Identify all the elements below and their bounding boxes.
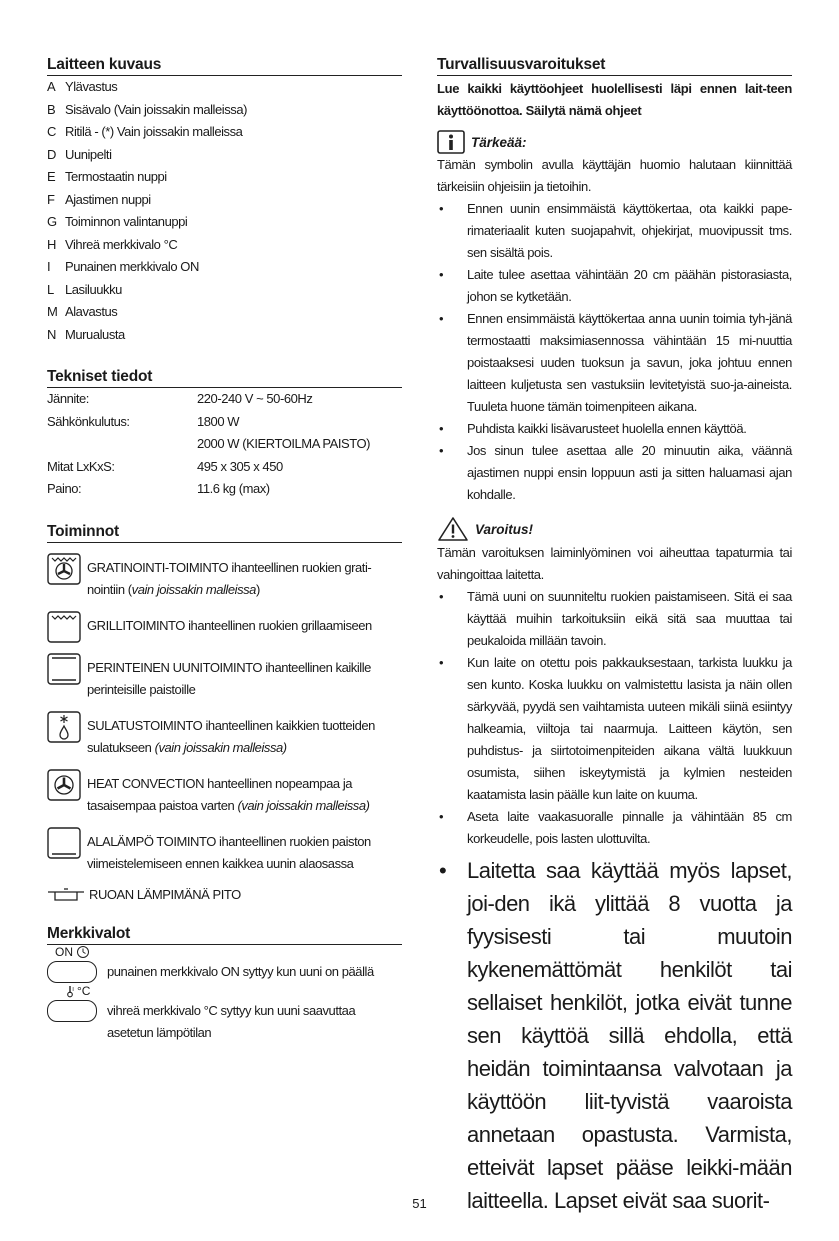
function-item — [47, 551, 402, 601]
table-row — [47, 433, 402, 456]
list-item — [47, 76, 402, 99]
function-note: (vain joissakin malleissa) — [154, 739, 287, 755]
list-item-large: • Laitetta saa käyttää myös lapset, joi-den ikä ylittää 8 vuotta ja fyysisesti tai muutoin kykenemättömät henkilöt tai sellaiset henkilöt, jotka eivät tunne sen käyttöä sillä ehdolla, että heidän toimintaansa valvotaan ja käyttöön liit-tyvistä vaaroista annetaan opastusta. Varmista, etteivät lapset pääse leikki-mään laitteella. Lapset eivät saa suorit- — [437, 854, 792, 1217]
info-icon — [437, 130, 465, 154]
red-lamp-text: punainen merkkivalo ON syttyy kun uuni on päällä — [107, 963, 374, 979]
part-letter: G — [47, 214, 57, 229]
important-list — [437, 198, 792, 506]
specs-title: Tekniset tiedot — [47, 368, 402, 388]
list-item: • Jos sinun tulee asettaa alle 20 minuutin aika, väännä ajastimen nuppi ensin loppuun asti ja sitten haluamasi ajan kohdalle. — [437, 440, 792, 506]
part-letter: E — [47, 169, 56, 184]
list-item: • Laite tulee asettaa vähintään 20 cm päähän pistorasiasta, johon se kytketään. — [437, 264, 792, 308]
list-item — [47, 256, 402, 279]
part-text: Sisävalo (Vain joissakin malleissa) — [65, 101, 247, 117]
list-item — [47, 144, 402, 167]
part-letter: I — [47, 259, 51, 274]
spec-key: Mitat LxKxS: — [47, 458, 115, 474]
part-letter: N — [47, 326, 56, 342]
spec-value: 2000 W (KIERTOILMA PAISTO) — [197, 436, 371, 451]
part-letter: D — [47, 146, 56, 162]
spec-value: 495 x 305 x 450 — [197, 458, 283, 474]
green-lamp-label — [47, 984, 402, 998]
function-item — [47, 651, 402, 701]
spec-key — [47, 433, 197, 456]
spec-key: Sähkönkulutus: — [47, 413, 130, 429]
bottom-heat-icon — [47, 827, 81, 859]
fan-icon — [47, 769, 81, 801]
table-row — [47, 411, 402, 434]
green-lamp-indicator — [47, 1000, 97, 1022]
timer-icon — [76, 945, 90, 959]
part-text: Ritilä - (*) Vain joissakin malleissa — [65, 124, 243, 139]
part-text: Alavastus — [65, 304, 118, 319]
list-item — [47, 189, 402, 212]
table-row — [47, 388, 402, 411]
part-text: Vihreä merkkivalo °C — [65, 236, 178, 252]
warning-list — [437, 586, 792, 1217]
lamps-section — [47, 925, 402, 1044]
page-number: 51 — [412, 1196, 427, 1211]
part-text: Punainen merkkivalo ON — [65, 259, 199, 274]
red-lamp-row — [47, 961, 402, 983]
part-text: Murualusta — [65, 326, 125, 342]
specs-section — [47, 368, 402, 501]
part-letter: L — [47, 281, 54, 297]
function-text: ALALÄMPÖ TOIMINTO ihanteellinen ruokien paiston viimeistelemiseen ennen kaikkea uunin alaosassa — [87, 833, 371, 871]
functions-section — [47, 523, 402, 903]
spec-key: Paino: — [47, 481, 82, 496]
part-text: Termostaatin nuppi — [65, 169, 167, 184]
green-lamp-row — [47, 1000, 402, 1044]
thermometer-icon — [65, 984, 77, 998]
keep-warm-text: RUOAN LÄMPIMÄNÄ PITO — [89, 887, 241, 902]
function-text: GRATINOINTI-TOIMINTO ihanteellinen ruokien grati-nointiin ( — [87, 559, 372, 597]
part-text: Toiminnon valintanuppi — [65, 214, 188, 229]
important-heading — [437, 130, 792, 154]
part-text: Ajastimen nuppi — [65, 191, 151, 207]
green-lamp-label-text: °C — [77, 983, 91, 998]
spec-key: Jännite: — [47, 391, 89, 406]
function-item — [47, 709, 402, 759]
parts-section — [47, 56, 402, 346]
function-tail: ) — [255, 581, 260, 597]
part-letter: F — [47, 191, 55, 207]
part-letter: M — [47, 304, 58, 319]
green-lamp-text: vihreä merkkivalo °C syttyy kun uuni saavuttaa asetetun lämpötilan — [107, 1002, 356, 1040]
conventional-oven-icon — [47, 653, 81, 685]
list-item — [47, 99, 402, 122]
warning-text: Tämän varoituksen laiminlyöminen voi aiheuttaa tapaturmia tai vahingoittaa laitetta. — [437, 545, 792, 582]
list-item — [47, 211, 402, 234]
right-column — [437, 56, 792, 1217]
list-item — [47, 121, 402, 144]
function-text: PERINTEINEN UUNITOIMINTO ihanteellinen kaikille perinteisille paistoille — [87, 659, 371, 697]
part-text: Ylävastus — [65, 79, 118, 94]
list-item — [47, 324, 402, 347]
list-item: • Ennen uunin ensimmäistä käyttökertaa, ota kaikki pape-rimateriaalit kuten suojapahvit, ohjekirjat, muovipussit tms. sen sisältä pois. — [437, 198, 792, 264]
red-lamp-label-text: ON — [55, 944, 73, 959]
grill-icon — [47, 611, 81, 643]
warning-heading — [437, 516, 792, 542]
function-text: GRILLITOIMINTO ihanteellinen ruokien grillaamiseen — [87, 617, 372, 633]
function-item — [47, 609, 402, 643]
list-item — [47, 234, 402, 257]
list-item: • Kun laite on otettu pois pakkauksestaan, tarkista luukku ja sen kunto. Koska luukku on valmistettu lasista ja näin ollen särkyvää, pyydä sen vaihtamista uuteen mikäli siinä esiintyy halkeamia, viiltoja tai naarmuja. Laitteen käytön, sen puhdistus- ja siirtotoimenpiteiden aikana vältä luukkuun osumista, siihen iskeytymistä ja kylmien nesteiden kaatamista lasin päälle kun laite on kuuma. — [437, 652, 792, 806]
safety-title: Turvallisuusvaroitukset — [437, 56, 792, 76]
function-item — [47, 825, 402, 875]
spec-value: 11.6 kg (max) — [197, 481, 270, 496]
table-row — [47, 478, 402, 501]
red-lamp-indicator — [47, 961, 97, 983]
important-text: Tämän symbolin avulla käyttäjän huomio halutaan kiinnittää tärkeisiin ohjeisiin ja tietoihin. — [437, 157, 792, 194]
functions-title: Toiminnot — [47, 523, 402, 543]
parts-title: Laitteen kuvaus — [47, 56, 402, 76]
list-item — [47, 301, 402, 324]
function-text: HEAT CONVECTION hanteellinen nopeampaa ja tasaisempaa paistoa varten — [87, 775, 353, 813]
important-label: Tärkeää: — [471, 134, 527, 150]
list-item: • Tämä uuni on suunniteltu ruokien paistamiseen. Sitä ei saa käyttää muihin tarkoituksiin eikä sitä saa muuttaa tai peukaloida millään tavoin. — [437, 586, 792, 652]
warning-icon — [437, 516, 469, 542]
function-item — [47, 767, 402, 817]
part-text: Lasiluukku — [65, 281, 122, 297]
part-letter: A — [47, 79, 56, 94]
part-text: Uunipelti — [65, 146, 112, 162]
list-item: • Ennen ensimmäistä käyttökertaa anna uunin toimia tyh-jänä termostaatti maksimiasennossa vähintään 15 mi-nuuttia poistaaksesi uuden tuoksun ja savun, joka johtuu ennen laitteen kuljetusta sen vastuksiin levitetyistä suo-ja-aineista. Tuuleta huone tämän toimenpiteen aikana. — [437, 308, 792, 418]
left-column — [47, 56, 402, 1066]
lamps-title: Merkkivalot — [47, 925, 402, 945]
defrost-icon — [47, 711, 81, 743]
spec-value: 220-240 V ~ 50-60Hz — [197, 391, 313, 406]
red-lamp-label — [47, 945, 402, 959]
list-item — [47, 279, 402, 302]
part-letter: H — [47, 236, 56, 252]
safety-intro: Lue kaikki käyttöohjeet huolellisesti läpi ennen lait-teen käyttöönottoa. Säilytä nämä ohjeet — [437, 81, 792, 118]
warning-label: Varoitus! — [475, 521, 534, 537]
list-item: • Aseta laite vaakasuoralle pinnalle ja vähintään 85 cm korkeudelle, pois lasten ulottuvilta. — [437, 806, 792, 850]
list-item: • Puhdista kaikki lisävarusteet huolella ennen käyttöä. — [437, 418, 792, 440]
function-text: SULATUSTOIMINTO ihanteellinen kaikkien tuotteiden sulatukseen — [87, 717, 375, 755]
part-letter: C — [47, 124, 56, 139]
spec-value: 1800 W — [197, 413, 240, 429]
gratin-fan-icon — [47, 553, 81, 585]
function-note: (vain joissakin malleissa) — [237, 797, 370, 813]
list-item — [47, 166, 402, 189]
keep-warm-icon — [47, 887, 85, 903]
parts-list — [47, 76, 402, 346]
function-item — [47, 887, 402, 903]
part-letter: B — [47, 101, 56, 117]
table-row — [47, 456, 402, 479]
function-note: vain joissakin malleissa — [131, 581, 256, 597]
